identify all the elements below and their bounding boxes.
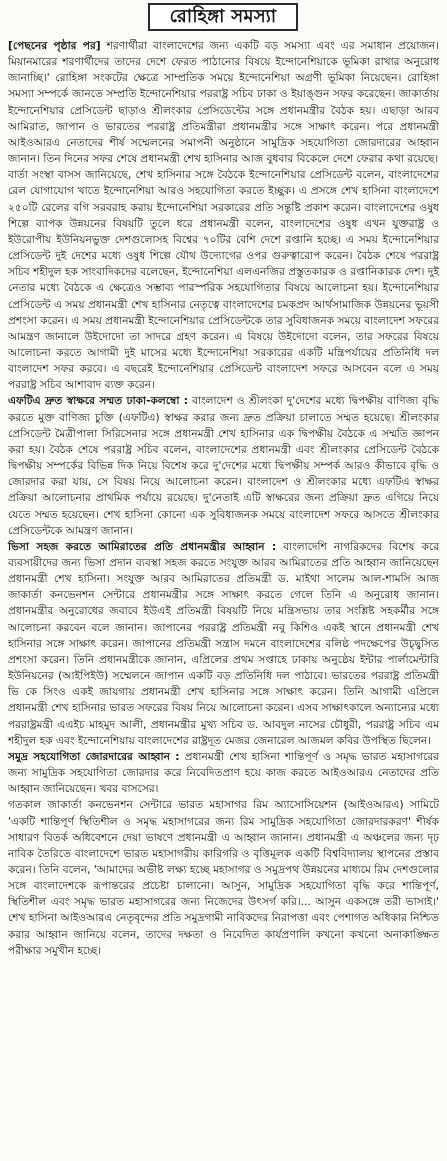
headline: রোহিঙ্গা সমস্যা (169, 5, 277, 27)
paragraph-iora-summit (8, 797, 439, 959)
paragraph-text: বার্তা সংস্থা বাসস জানিয়েছে, শেখ হাসিনার সঙ্গে বৈঠকে ইন্দোনেশিয়ার প্রেসিডেন্ট বলেন, বাংলাদেশের রেল যোগাযোগ খাতে ইন্দোনেশিয়া আরও সহযোগিতা করতে ইচ্ছুক। এ প্রসঙ্গে শেখ হাসিনা বাংলাদেশে ২৫০টি রেলের বগি সরবরাহ করায় ইন্দোনেশিয়া সরকারের প্রতি সন্তুষ্টি প্রকাশ করেন। বাংলাদেশের ওষুধ শিল্পে ব্যাপক উন্নয়নের বিষয়টি তুলে ধরে প্রধানমন্ত্রী বলেন, বাংলাদেশের ওষুধ এখন যুক্তরাষ্ট্র ও ইউরোপীয় ইউনিয়নভুক্ত দেশগুলোসহ বিশ্বের ৭০টির বেশি দেশে রপ্তানি হচ্ছে। এ সময় ইন্দোনেশিয়ার প্রেসিডেন্ট দুই দেশের মধ্যে ওষুধ শিল্পে যৌথ উদ্যোগের ওপর গুরুত্বারোপ করেন। বৈঠক শেষে পররাষ্ট্র সচিব শহীদুল হক সাংবাদিকদের বলেছেন, ইন্দোনেশিয়া এলএনজির প্রস্তুতকারক ও রপ্তানিকারক দেশ। দুই নেতার মধ্যে বৈঠকে এ ক্ষেত্রেও সম্ভাব্য পারস্পরিক সহযোগিতার বিষয়ে আলোচনা হয়। ইন্দোনেশিয়ার প্রেসিডেন্ট এ সময় প্রধানমন্ত্রী শেখ হাসিনার নেতৃত্বে বাংলাদেশের চমকপ্রদ আর্থসামাজিক উন্নয়নের ভূয়সী প্রশংসা করেন। এ সময় প্রধানমন্ত্রী ইন্দোনেশিয়ার প্রেসিডেন্টকে তার সুবিধাজনক সময়ে বাংলাদেশ সফরের আমন্ত্রণ জানালে উইদোদো তা সাদরে গ্রহণ করেন। এ বিষয়ে উইদোদো বলেন, তার সফরের বিষয়ে আলোচনা করতে আগামী দুই মাসের মধ্যে ইন্দোনেশিয়া সরকারের একটি মন্ত্রিপর্যায়ের প্রতিনিধি দল বাংলাদেশ সফর করবে। এ বছরেই ইন্দোনেশিয়ার প্রেসিডেন্ট বাংলাদেশ সফরে আসবেন বলে এ সময় পররাষ্ট্র সচিব আশাবাদ ব্যক্ত করেন। (8, 169, 439, 392)
paragraph-text: গতকাল জাকার্তা কনভেনশন সেন্টারে ভারত মহাসাগর রিম অ্যাসোসিয়েশন (আইওআরএ) সামিটে 'একটি শান্তিপূর্ণ স্থিতিশীল ও সমৃদ্ধ মহাসাগরের জন্য রিম সামুদ্রিক সহযোগিতা জোরদারকরণ' শীর্ষক সাধারণ বিতর্ক অধিবেশনে দেয়া ভাষণে প্রধানমন্ত্রী এ আহ্বান জানান। প্রধানমন্ত্রী এ অঞ্চলের জন্য দৃঢ় নাবিক তৈরিতে বাংলাদেশে ভারত মহাসাগরীয় কারিগরি ও বৃত্তিমূলক একটি বিশ্ববিদ্যালয় স্থাপনের প্রস্তাব করেন। তিনি বলেন, 'আমাদের অভীষ্ট লক্ষ্য হচ্ছে মহাসাগর ও সমুদ্রপথ উন্নয়নের মাধ্যমে রিম দেশগুলোর সঙ্গে বাংলাদেশকে রূপান্তরের প্রচেষ্টা চালানো। আসুন, সামুদ্রিক সহযোগিতা বৃদ্ধি করে শান্তিপূর্ণ, স্থিতিশীল এবং সমৃদ্ধ ভারত মহাসাগরের জন্য নিজেদের উৎসর্গ করি।... আসুন একসঙ্গে তরী ভাসাই।' শেখ হাসিনা আইওআরএ নেতৃবৃন্দের প্রতি সমুদ্রগামী নাবিকদের নিরাপত্তা এবং পেশাগত অধিকার নিশ্চিত করার আহ্বান জানিয়ে বলেন, তাদের দক্ষতা ও নিবেদিত কার্যপ্রণালি কখনো কখনো অনাকাঙ্ক্ষিত পরীক্ষার সমুখীন হচ্ছে। (8, 799, 439, 957)
headline-box (148, 3, 298, 31)
paragraph-indonesia-meeting (8, 167, 439, 393)
paragraph-fta (8, 393, 439, 538)
paragraph-intro (8, 38, 439, 167)
subheading-fta: এফটিএ দ্রুত স্বাক্ষরে সম্মত ঢাকা-কলম্বো : (8, 395, 189, 408)
paragraph-text: প্রধানমন্ত্রী শেখ হাসিনা শান্তিপূর্ণ ও সমৃদ্ধ ভারত মহাসাগরের জন্য সামুদ্রিক সহযোগিতা জোরদার করে নিবেদিতপ্রাণ হয়ে কাজ করতে আইওআরএ নেতাদের প্রতি আহ্বান জানিয়েছেন। খবর বাসসের। (8, 750, 439, 796)
article-body (8, 38, 439, 959)
continued-from-back-page-label: [পেছনের পৃষ্ঠার পর] (8, 40, 101, 52)
paragraph-maritime (8, 749, 439, 797)
paragraph-text: শরণার্থীরা বাংলাদেশের জন্য একটি বড় সমস্যা এবং এর সমাধান প্রয়োজন। মিয়ানমারের শরণার্থীদের তাদের দেশে ফেরত পাঠানোর বিষয়ে ইন্দোনেশিয়াকে ভূমিকা রাখার অনুরোধ জানাচ্ছি।' রোহিঙ্গা সংকটের ক্ষেত্রে সাম্প্রতিক সময়ে ইন্দোনেশিয়া অগ্রণী ভূমিকা নিয়েছেন। রোহিঙ্গা সমস্যা সম্পর্কে জানতে সম্প্রতি ইন্দোনেশিয়ার পররাষ্ট্র সচিব ঢাকা ও ইয়াঙ্গুন সফর করেছেন। জাকার্তায় ইন্দোনেশিয়ার প্রেসিডেন্ট ছাড়াও শ্রীলংকার প্রেসিডেন্টের সঙ্গে প্রধানমন্ত্রীর বৈঠক হয়। এছাড়া আরব আমিরাত, জাপান ও ভারতের পররাষ্ট্র প্রতিমন্ত্রীরা প্রধানমন্ত্রীর সঙ্গে সাক্ষাৎ করেন। পরে প্রধানমন্ত্রী আইওআরএ নেতাদের শীর্ষ সম্মেলনের সমাপনী অনুষ্ঠানে সামুদ্রিক সহযোগিতা জোরদারের আহ্বান জানান। তিন দিনের সফর শেষে প্রধানমন্ত্রী শেখ হাসিনার আজ বুধবার বিকেলে দেশে ফেরার কথা রয়েছে। (8, 40, 439, 166)
paragraph-text: বাংলাদেশ ও শ্রীলংকা দু'দেশের মধ্যে দ্বিপক্ষীয় বাণিজ্য বৃদ্ধি করতে মুক্ত বাণিজ্য চুক্তি (এফটিএ) স্বাক্ষর করার জন্য দ্রুত প্রক্রিয়া চালাতে সম্মত হয়েছে। শ্রীলংকার প্রেসিডেন্ট মৈত্রীপালা সিরিসেনার সঙ্গে প্রধানমন্ত্রী শেখ হাসিনার এক দ্বিপক্ষীয় বৈঠকে এ সম্মতি জ্ঞাপন করা হয়। বৈঠক শেষে পররাষ্ট্র সচিব বলেন, বাংলাদেশের প্রধানমন্ত্রী এবং শ্রীলংকার প্রেসিডেন্ট বৈঠকে দ্বিপক্ষীয় সম্পর্কের বিভিন্ন দিক নিয়ে বিশেষ করে দু'দেশের মধ্যে দ্বিপক্ষীয় সম্পর্ক আরও কীভাবে বৃদ্ধি ও জোরদার করা যায়, সে বিষয় নিয়ে আলোচনা করেন। বাংলাদেশ ও শ্রীলংকার মধ্যে এফটিএ স্বাক্ষর প্রক্রিয়া আলোচনার প্রাথমিক পর্যায়ে রয়েছে। দু'নেতাই এটি স্বাক্ষরের জন্য প্রক্রিয়া দ্রুত এগিয়ে নিয়ে যেতে সম্মত হয়েছেন। শেখ হাসিনা কোনো এক সুবিধাজনক সময়ে বাংলাদেশ সফরে আসতে শ্রীলংকার প্রেসিডেন্টকে আমন্ত্রণ জানান। (8, 395, 439, 537)
subheading-maritime: সমুদ্র সহযোগিতা জোরদারের আহ্বান : (8, 750, 180, 763)
subheading-visa: ভিসা সহজ করতে আমিরাতের প্রতি প্রধানমন্ত্রীর আহ্বান : (8, 540, 277, 553)
paragraph-text: বাংলাদেশি নাগরিকদের বিশেষ করে ব্যবসায়ীদের জন্য ভিসা প্রদান ব্যবস্থা সহজ করতে সংযুক্ত আরব আমিরাতের প্রতি আহ্বান জানিয়েছেন প্রধানমন্ত্রী শেখ হাসিনা। সংযুক্ত আরব আমিরাতের প্রতিমন্ত্রী ড. মাইথা সালেম আল-শামসি আজ জাকার্তা কনভেনশন সেন্টারে প্রধানমন্ত্রীর সঙ্গে সাক্ষাৎ করতে গেলে তিনি এ অনুরোধ জানান। প্রধানমন্ত্রীর অনুরোধের জবাবে ইউএই প্রতিমন্ত্রী বিষয়টি নিয়ে মন্ত্রিসভায় তার সংশ্লিষ্ট সহকর্মীর সঙ্গে আলোচনা করবেন বলে জানান। জাপানের পররাষ্ট্র প্রতিমন্ত্রী নবু কিশিও একই স্থানে প্রধানমন্ত্রী শেখ হাসিনার সঙ্গে সাক্ষাৎ করেন। জাপানের প্রতিমন্ত্রী সন্ত্রাস দমনে বাংলাদেশের বলিষ্ঠ পদক্ষেপের উচ্ছ্বসিত প্রশংসা করেন। তিনি প্রধানমন্ত্রীকে জানান, এপ্রিলের প্রথম সপ্তাহে ঢাকায় অনুষ্ঠেয় ইন্টার পার্লামেন্টারি ইউনিয়নের (আইপিইউ) সম্মেলনে জাপান একটি বড় প্রতিনিধি দল পাঠাবে। ভারতের পররাষ্ট্র প্রতিমন্ত্রী ভি কে সিংও একই জায়গায় প্রধানমন্ত্রী শেখ হাসিনার সঙ্গে সাক্ষাৎ করেন। তিনি আগামী এপ্রিলে প্রধানমন্ত্রী শেখ হাসিনার ভারত সফরের বিষয় নিয়ে আলোচনা করেন। এসব সাক্ষাৎকালে অন্যান্যের মধ্যে পররাষ্ট্রমন্ত্রী এএইচ মাহমুদ আলী, প্রধানমন্ত্রীর মুখ্য সচিব ড. আবদুল নাসের চৌধুরী, পররাষ্ট্র সচিব এম শহীদুল হক এবং ইন্দোনেশিয়ায় বাংলাদেশের রাষ্ট্রদূত মেজর জেনারেল আজমল কবির উপস্থিত ছিলেন। (8, 540, 439, 747)
paragraph-visa (8, 539, 439, 749)
